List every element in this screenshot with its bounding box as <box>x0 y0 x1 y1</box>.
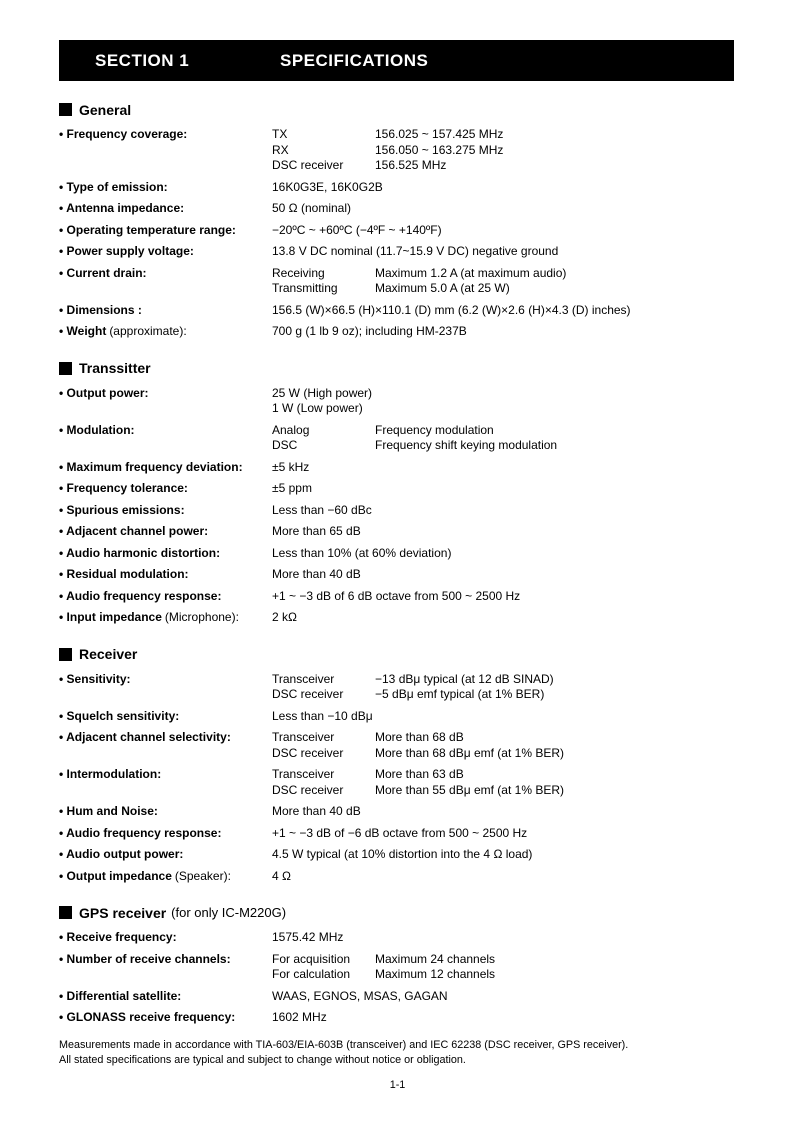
spec-label <box>59 481 272 497</box>
spec-value-sub: DSC receiver <box>272 687 344 701</box>
spec-value-text: More than 68 dBμ emf (at 1% BER) <box>375 745 564 760</box>
spec-row <box>59 589 736 605</box>
spec-label <box>59 730 272 761</box>
spec-value-sub: Transceiver <box>272 730 335 744</box>
spec-value-text: 1602 MHz <box>272 1010 327 1024</box>
spec-value-sub: DSC receiver <box>272 782 344 797</box>
spec-values <box>272 303 736 319</box>
spec-row <box>59 503 736 519</box>
spec-value-text: +1 ~ −3 dB of −6 dB octave from 500 ~ 2500 Hz <box>272 825 528 840</box>
spec-row <box>59 201 736 217</box>
spec-label-note: (Microphone): <box>164 610 239 624</box>
spec-value-line <box>272 967 736 983</box>
spec-value-sub: Transmitting <box>272 281 338 295</box>
spec-value-line <box>272 244 736 260</box>
spec-value-text: 156.5 (W)×66.5 (H)×110.1 (D) mm (6.2 (W)×2.6 (H)×4.3 (D) inches) <box>272 302 631 317</box>
spec-value-line <box>272 1010 736 1026</box>
spec-row <box>59 709 736 725</box>
spec-values <box>272 567 736 583</box>
spec-value-line <box>272 503 736 519</box>
spec-label-text: • Input impedance <box>59 610 162 624</box>
spec-row <box>59 847 736 863</box>
spec-row <box>59 244 736 260</box>
spec-label-note: (Speaker): <box>174 868 231 883</box>
spec-value-sub: RX <box>272 142 289 157</box>
spec-row <box>59 303 736 319</box>
spec-value-line <box>272 127 736 143</box>
spec-values <box>272 244 736 260</box>
section-title: Receiver <box>79 646 138 662</box>
spec-value-text: 4 Ω <box>272 868 291 883</box>
spec-value-line <box>272 783 736 799</box>
spec-value-line <box>272 952 736 968</box>
spec-label <box>59 201 272 217</box>
spec-label <box>59 1010 272 1026</box>
spec-label-text: • Spurious emissions: <box>59 502 185 517</box>
spec-value-line <box>272 687 736 703</box>
spec-values <box>272 546 736 562</box>
spec-value-text: Maximum 24 channels <box>375 951 496 966</box>
spec-values <box>272 503 736 519</box>
spec-label <box>59 589 272 605</box>
spec-row <box>59 386 736 417</box>
spec-value-text: 13.8 V DC nominal (11.7~15.9 V DC) negative ground <box>272 244 559 258</box>
spec-label-text: • Weight <box>59 324 107 338</box>
spec-label <box>59 223 272 239</box>
spec-value-line <box>272 324 736 340</box>
spec-section-general <box>59 101 736 340</box>
spec-label <box>59 804 272 820</box>
spec-label <box>59 303 272 319</box>
spec-value-sub: Transceiver <box>272 671 335 686</box>
section-header-bar <box>59 40 734 81</box>
spec-value-sub: DSC receiver <box>272 158 344 172</box>
spec-value-line <box>272 201 736 217</box>
spec-value-line <box>272 524 736 540</box>
spec-value-line <box>272 610 736 626</box>
section-marker-icon <box>59 906 72 919</box>
spec-value-line <box>272 386 736 402</box>
spec-value-text: 156.525 MHz <box>375 158 447 172</box>
spec-row <box>59 481 736 497</box>
spec-label-text: • Audio frequency response: <box>59 825 222 840</box>
spec-value-text: 25 W (High power) <box>272 385 373 400</box>
spec-value-text: ±5 ppm <box>272 481 312 495</box>
spec-label-text: • Audio frequency response: <box>59 588 222 603</box>
spec-label <box>59 869 272 885</box>
spec-value-text: Less than 10% (at 60% deviation) <box>272 545 452 560</box>
spec-values <box>272 952 736 983</box>
spec-values <box>272 223 736 239</box>
spec-value-text: More than 68 dB <box>375 730 464 744</box>
spec-values <box>272 730 736 761</box>
spec-values <box>272 524 736 540</box>
spec-row <box>59 423 736 454</box>
spec-label-text: • Frequency tolerance: <box>59 481 188 495</box>
spec-values <box>272 847 736 863</box>
spec-value-text: More than 55 dBμ emf (at 1% BER) <box>375 782 564 797</box>
spec-value-sub: For calculation <box>272 967 351 981</box>
spec-value-line <box>272 143 736 159</box>
spec-label-text: • Output power: <box>59 385 149 400</box>
spec-values <box>272 180 736 196</box>
spec-value-text: Less than −60 dBc <box>272 502 372 517</box>
spec-value-text: WAAS, EGNOS, MSAS, GAGAN <box>272 988 448 1003</box>
section-heading <box>59 101 736 118</box>
spec-value-sub: Receiving <box>272 265 325 280</box>
spec-section-receiver <box>59 646 736 885</box>
spec-value-sub: DSC <box>272 438 298 452</box>
spec-value-text: −13 dBμ typical (at 12 dB SINAD) <box>375 671 554 686</box>
spec-label <box>59 952 272 983</box>
spec-label-text: • Antenna impedance: <box>59 201 185 215</box>
section-heading <box>59 360 736 377</box>
footer-note-line: Measurements made in accordance with TIA-603/EIA-603B (transceiver) and IEC 62238 (DSC receiver, GPS receiver). <box>59 1038 629 1051</box>
spec-values <box>272 589 736 605</box>
spec-label <box>59 546 272 562</box>
spec-row <box>59 869 736 885</box>
spec-label-text: • Modulation: <box>59 422 135 437</box>
spec-label <box>59 503 272 519</box>
spec-label-text: • Sensitivity: <box>59 671 131 686</box>
spec-values <box>272 481 736 497</box>
spec-label-text: • Residual modulation: <box>59 567 189 581</box>
spec-value-line <box>272 180 736 196</box>
spec-value-line <box>272 804 736 820</box>
spec-value-line <box>272 989 736 1005</box>
spec-value-text: More than 65 dB <box>272 524 361 538</box>
spec-values <box>272 989 736 1005</box>
spec-value-text: +1 ~ −3 dB of 6 dB octave from 500 ~ 2500 Hz <box>272 588 521 603</box>
spec-row <box>59 546 736 562</box>
spec-value-sub: TX <box>272 127 288 141</box>
section-title: GPS receiver <box>79 904 167 921</box>
spec-label-text: • Squelch sensitivity: <box>59 708 180 723</box>
spec-values <box>272 127 736 174</box>
spec-value-line <box>272 847 736 863</box>
spec-value-text: Maximum 1.2 A (at maximum audio) <box>375 265 567 280</box>
spec-label-text: • Operating temperature range: <box>59 222 236 237</box>
spec-label <box>59 386 272 417</box>
spec-row <box>59 1010 736 1026</box>
spec-label <box>59 767 272 798</box>
spec-value-sub: For acquisition <box>272 951 351 966</box>
spec-value-text: −5 dBμ emf typical (at 1% BER) <box>375 687 545 701</box>
spec-values <box>272 266 736 297</box>
spec-sections <box>59 101 736 1026</box>
spec-values <box>272 869 736 885</box>
spec-row <box>59 180 736 196</box>
header-title: SPECIFICATIONS <box>280 50 429 70</box>
spec-row <box>59 989 736 1005</box>
spec-values <box>272 767 736 798</box>
spec-value-line <box>272 401 736 417</box>
spec-values <box>272 610 736 626</box>
spec-label-text: • Adjacent channel selectivity: <box>59 730 231 744</box>
spec-value-line <box>272 567 736 583</box>
spec-row <box>59 460 736 476</box>
section-heading <box>59 904 736 921</box>
spec-value-text: 156.025 ~ 157.425 MHz <box>375 127 504 141</box>
spec-label <box>59 567 272 583</box>
spec-section-gps-receiver <box>59 904 736 1026</box>
spec-label <box>59 989 272 1005</box>
spec-values <box>272 826 736 842</box>
spec-value-text: More than 40 dB <box>272 804 361 818</box>
section-marker-icon <box>59 362 72 375</box>
section-title: Transsitter <box>79 360 151 376</box>
section-title: General <box>79 101 132 118</box>
spec-value-line <box>272 281 736 297</box>
spec-label <box>59 180 272 196</box>
spec-value-sub: Transceiver <box>272 767 335 781</box>
spec-value-sub: DSC receiver <box>272 745 344 760</box>
spec-label-text: • Power supply voltage: <box>59 244 194 258</box>
spec-values <box>272 1010 736 1026</box>
spec-row <box>59 730 736 761</box>
spec-label <box>59 244 272 260</box>
spec-label-text: • Dimensions : <box>59 302 142 317</box>
spec-value-line <box>272 266 736 282</box>
spec-label <box>59 266 272 297</box>
spec-row <box>59 567 736 583</box>
spec-value-line <box>272 746 736 762</box>
spec-value-line <box>272 767 736 783</box>
page-number: 1-1 <box>389 1078 406 1091</box>
spec-label-text: • Frequency coverage: <box>59 127 188 141</box>
spec-value-line <box>272 438 736 454</box>
spec-value-text: Frequency modulation <box>375 422 494 437</box>
spec-label <box>59 847 272 863</box>
spec-value-line <box>272 460 736 476</box>
spec-value-text: Frequency shift keying modulation <box>375 438 558 452</box>
spec-label-text: • Hum and Noise: <box>59 804 158 818</box>
spec-row <box>59 610 736 626</box>
spec-value-text: More than 40 dB <box>272 567 361 581</box>
spec-value-sub: Analog <box>272 422 310 437</box>
header-section-label: SECTION 1 <box>95 50 190 70</box>
spec-row <box>59 804 736 820</box>
spec-label-text: • Maximum frequency deviation: <box>59 459 243 474</box>
spec-value-text: 156.050 ~ 163.275 MHz <box>375 142 504 157</box>
spec-value-line <box>272 709 736 725</box>
spec-label-text: • Receive frequency: <box>59 930 177 944</box>
section-marker-icon <box>59 103 72 116</box>
spec-row <box>59 223 736 239</box>
section-marker-icon <box>59 648 72 661</box>
spec-label-text: • Audio output power: <box>59 847 184 861</box>
spec-value-text: 1575.42 MHz <box>272 930 344 944</box>
spec-value-text: Maximum 5.0 A (at 25 W) <box>375 281 510 295</box>
spec-label-text: • Audio harmonic distortion: <box>59 545 221 560</box>
spec-values <box>272 709 736 725</box>
spec-label-text: • Intermodulation: <box>59 767 162 781</box>
spec-value-line <box>272 672 736 688</box>
spec-values <box>272 672 736 703</box>
spec-value-line <box>272 223 736 239</box>
spec-label <box>59 423 272 454</box>
spec-label-text: • Differential satellite: <box>59 988 182 1003</box>
spec-value-text: Maximum 12 channels <box>375 967 496 981</box>
spec-value-text: 50 Ω (nominal) <box>272 201 352 215</box>
spec-values <box>272 423 736 454</box>
spec-value-text: −20ºC ~ +60ºC (−4ºF ~ +140ºF) <box>272 222 442 237</box>
spec-value-line <box>272 546 736 562</box>
section-title-note: (for only IC-M220G) <box>171 905 287 920</box>
spec-values <box>272 460 736 476</box>
spec-label-text: • Number of receive channels: <box>59 951 231 966</box>
spec-label-text: • Output impedance <box>59 868 172 883</box>
spec-label-note: (approximate): <box>109 324 187 338</box>
spec-values <box>272 386 736 417</box>
spec-value-text: 4.5 W typical (at 10% distortion into the 4 Ω load) <box>272 847 533 861</box>
spec-label <box>59 524 272 540</box>
spec-value-text: 700 g (1 lb 9 oz); including HM-237B <box>272 324 467 338</box>
spec-value-line <box>272 930 736 946</box>
spec-row <box>59 767 736 798</box>
spec-label <box>59 672 272 703</box>
spec-label <box>59 460 272 476</box>
spec-row <box>59 672 736 703</box>
section-heading <box>59 646 736 663</box>
spec-values <box>272 930 736 946</box>
spec-label-text: • Adjacent channel power: <box>59 524 209 538</box>
spec-row <box>59 524 736 540</box>
spec-value-line <box>272 730 736 746</box>
spec-row <box>59 266 736 297</box>
spec-value-text: More than 63 dB <box>375 767 464 781</box>
spec-value-line <box>272 589 736 605</box>
spec-value-line <box>272 423 736 439</box>
spec-value-line <box>272 869 736 885</box>
spec-row <box>59 324 736 340</box>
spec-label <box>59 324 272 340</box>
spec-label-text: • GLONASS receive frequency: <box>59 1010 236 1024</box>
spec-value-line <box>272 826 736 842</box>
spec-value-text: 1 W (Low power) <box>272 401 363 415</box>
spec-value-line <box>272 158 736 174</box>
spec-row <box>59 930 736 946</box>
spec-label <box>59 610 272 626</box>
spec-values <box>272 201 736 217</box>
spec-label <box>59 127 272 174</box>
spec-value-line <box>272 481 736 497</box>
footer-notes <box>59 1038 736 1069</box>
spec-section-transsitter <box>59 360 736 626</box>
spec-label <box>59 826 272 842</box>
spec-value-text: Less than −10 dBμ <box>272 708 373 723</box>
spec-row <box>59 952 736 983</box>
spec-values <box>272 324 736 340</box>
spec-value-text: ±5 kHz <box>272 459 310 474</box>
spec-row <box>59 127 736 174</box>
spec-value-line <box>272 303 736 319</box>
spec-label <box>59 709 272 725</box>
spec-values <box>272 804 736 820</box>
spec-label-text: • Type of emission: <box>59 179 168 194</box>
spec-value-text: 16K0G3E, 16K0G2B <box>272 179 383 194</box>
spec-value-text: 2 kΩ <box>272 610 297 624</box>
spec-label-text: • Current drain: <box>59 265 147 280</box>
spec-row <box>59 826 736 842</box>
footer-note-line: All stated specifications are typical and subject to change without notice or obligation. <box>59 1054 466 1066</box>
spec-label <box>59 930 272 946</box>
